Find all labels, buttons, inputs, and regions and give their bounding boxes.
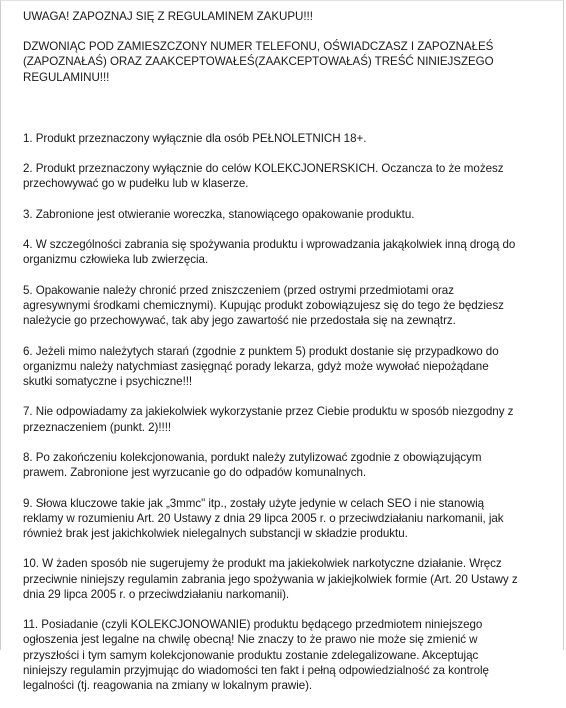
rule-item: 3. Zabronione jest otwieranie woreczka, stanowiącego opakowanie produktu.	[23, 207, 415, 221]
rule-item: 7. Nie odpowiadamy za jakiekolwiek wykorzystanie przez Ciebie produktu w sposób niezgodny z przeznaczeniem (punkt. 2)!!!!	[23, 405, 514, 434]
rule-item: 8. Po zakończeniu kolekcjonowania, pordukt należy zutylizować zgodnie z obowiązującym prawem. Zabronione jest wyrzucanie go do odpadów komunalnych.	[23, 450, 482, 480]
terms-document-content	[23, 9, 551, 708]
rule-item: 6. Jeżeli mimo należytych starań (zgodnie z punktem 5) produkt dostanie się przypadkowo do organizmu należy natychmiast zasięgnąć porady lekarza, gdyż może wywołać niepożądane skutki somatyczne i psychiczne!!!	[23, 344, 499, 388]
rules-list	[23, 131, 551, 693]
warning-statement: DZWONIĄC POD ZAMIESZCZONY NUMER TELEFONU, OŚWIADCZASZ I ZAPOZNAŁEŚ (ZAPOZNAŁAŚ) ORAZ ZAAKCEPTOWAŁEŚ(ZAAKCEPTOWAŁAŚ) TREŚĆ NINIEJSZEGO REGULAMINU!!!	[23, 40, 494, 84]
rule-item: 9. Słowa kluczowe takie jak „3mmc" itp., zostały użyte jedynie w celach SEO i nie stanowią reklamy w rozumieniu Art. 20 Ustawy z dnia 29 lipca 2005 r. o przeciwdziałaniu narkomanii, jak również brak jest jakichkolwiek nielegalnych substancji w składzie produktu.	[23, 496, 504, 540]
warning-title: UWAGA! ZAPOZNAJ SIĘ Z REGULAMINEM ZAKUPU!!!	[23, 10, 313, 23]
rule-item: 4. W szczególności zabrania się spożywania produktu i wprowadzania jakąkolwiek inną drogą do organizmu człowieka lub zwierzęcia.	[23, 238, 516, 267]
rule-item: 5. Opakowanie należy chronić przed zniszczeniem (przed ostrymi przedmiotami oraz agresywnymi środkami chemicznymi). Kupując produkt zobowiązujesz się do tego że będziesz należycie go przechowywać, tak aby jego zawartość nie przedostała się na zewnątrz.	[23, 283, 504, 328]
rule-item: 1. Produkt przeznaczony wyłącznie dla osób PEŁNOLETNICH 18+.	[23, 131, 367, 145]
rule-item: 11. Posiadanie (czyli KOLEKCJONOWANIE) produktu będącego przedmiotem niniejszego ogłoszenia jest legalne na chwilę obecną! Nie znaczy to że prawo nie może się zmienić w przyszłości i tym samym kolekcjonowanie produktu zostanie zdelegalizowane. Akceptując niniejszy regulamin przyjmując do wiadomości ten fakt i pełną odpowiedzialność za kontrolę legalności (tj. reagowania na zmiany w lokalnym prawie).	[23, 618, 489, 692]
rule-item: 10. W żaden sposób nie sugerujemy że produkt ma jakiekolwiek narkotyczne działanie. Wręcz przeciwnie niniejszy regulamin zabrania jego spożywania w jakiejkolwiek formie (Art. 20 Ustawy z dnia 29 lipca 2005 r. o przeciwdziałaniu narkomanii).	[23, 557, 518, 601]
rule-item: 2. Produkt przeznaczony wyłącznie do celów KOLEKCJONERSKICH. Oczancza to że możesz przechowywać go w pudełku lub w klaserze.	[23, 162, 504, 191]
